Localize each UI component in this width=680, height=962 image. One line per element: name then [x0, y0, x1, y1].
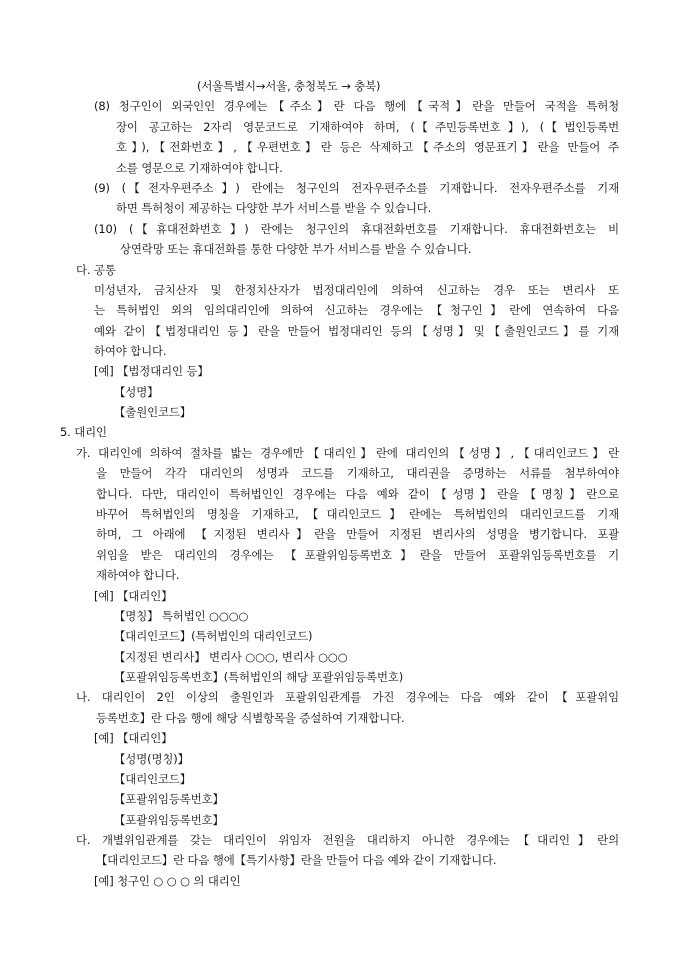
text-line: 장이 공고하는 2자리 영문코드로 기재하여야 하며, (【주민등록번호】), (【법인등록번 — [116, 120, 619, 134]
example-item: 【명칭】 특허법인 ○○○○ — [114, 609, 249, 623]
text-line: (8) 청구인이 외국인인 경우에는【주소】란 다음 행에【국적】란을 만들어 국적을 특허청 — [94, 99, 619, 113]
text-line: 하며, 그 아래에 【지정된 변리사】란을 만들어 지정된 변리사의 성명을 병기합니다. 포괄 — [96, 527, 619, 541]
text-line: 가. 대리인에 의하여 절차를 밟는 경우에만【대리인】란에 대리인의【성명】,【대리인코드】란 — [76, 446, 619, 460]
example-label: [예] 【대리인】 — [94, 589, 173, 603]
example-item: 【대리인코드】 — [114, 772, 192, 786]
section-heading: 다. 공통 — [76, 263, 116, 277]
text-line: 하면 특허청이 제공하는 다양한 부가 서비스를 받을 수 있습니다. — [116, 201, 432, 215]
example-item: 【대리인코드】(특허법인의 대리인코드) — [114, 629, 313, 643]
text-line: 다. 개별위임관계를 갖는 대리인이 위임자 전원을 대리하지 아니한 경우에는【대리인】란의 — [76, 833, 619, 847]
example-item: 【성명】 — [114, 385, 159, 399]
text-line: (9) (【전자우편주소】) 란에는 청구인의 전자우편주소를 기재합니다. 전자우편주소를 기재 — [94, 181, 619, 195]
text-line: 하여야 합니다. — [94, 344, 167, 358]
example-item: 【성명(명칭)】 — [114, 752, 189, 766]
text-line: 등록번호】란 다음 행에 해당 식별항목을 증설하여 기재합니다. — [96, 711, 405, 725]
text-line: 는 특허법인 외의 임의대리인에 의하여 신고하는 경우에는【청구인】란에 연속하여 다음 — [94, 303, 619, 317]
text-line: 을 만들어 각각 대리인의 성명과 코드를 기재하고, 대리권을 증명하는 서류를 첨부하여야 — [96, 466, 619, 480]
text-line: (서울특별시→서울, 충청북도 → 충북) — [197, 79, 381, 93]
text-line: 예와 같이【법정대리인 등】란을 만들어 법정대리인 등의【성명】및【출원인코드】를 기재 — [94, 324, 619, 338]
text-line: 미성년자, 금치산자 및 한정치산자가 법정대리인에 의하여 신고하는 경우 또는 변리사 또 — [94, 283, 619, 297]
section-heading: 5. 대리인 — [60, 425, 107, 439]
example-item: 【포괄위임등록번호】 — [114, 792, 224, 806]
text-line: 소를 영문으로 기재하여야 합니다. — [116, 161, 283, 175]
text-line: (10) (【휴대전화번호】) 란에는 청구인의 휴대전화번호를 기재합니다. 휴대전화번호는 비 — [94, 222, 619, 236]
text-line: 합니다. 다만, 대리인이 특허법인인 경우에는 다음 예와 같이【성명】란을【명칭】란으로 — [96, 487, 619, 501]
text-line: 호】),【전화번호】,【우편번호】란 등은 삭제하고【주소의 영문표기】란을 만들어 주 — [116, 140, 619, 154]
example-item: 【지정된 변리사】 변리사 ○○○, 변리사 ○○○ — [114, 650, 348, 664]
text-line: 【대리인코드】란 다음 행에【특기사항】란을 만들어 다음 예와 같이 기재합니다. — [96, 853, 497, 867]
example-label: [예] 【대리인】 — [94, 731, 173, 745]
example-item: 【포괄위임등록번호】 — [114, 813, 224, 827]
text-line: 재하여야 합니다. — [96, 568, 180, 582]
text-line: 나. 대리인이 2인 이상의 출원인과 포괄위임관계를 가진 경우에는 다음 예와 같이【포괄위임 — [76, 690, 619, 704]
text-line: 바꾸어 특허법인의 명칭을 기재하고,【대리인코드】란에는 특허법인의 대리인코드를 기재 — [96, 507, 619, 521]
text-line: 위임을 받은 대리인의 경우에는 【포괄위임등록번호】란을 만들어 포괄위임등록번호를 기 — [96, 548, 619, 562]
example-label: [예] 【법정대리인 등】 — [94, 364, 209, 378]
text-line: 상연락망 또는 휴대전화를 통한 다양한 부가 서비스를 받을 수 있습니다. — [120, 242, 472, 256]
example-item: 【포괄위임등록번호】(특허법인의 해당 포괄위임등록번호) — [114, 670, 404, 684]
example-label: [예] 청구인 ○ ○ ○ 의 대리인 — [94, 874, 241, 888]
example-item: 【출원인코드】 — [114, 405, 192, 419]
